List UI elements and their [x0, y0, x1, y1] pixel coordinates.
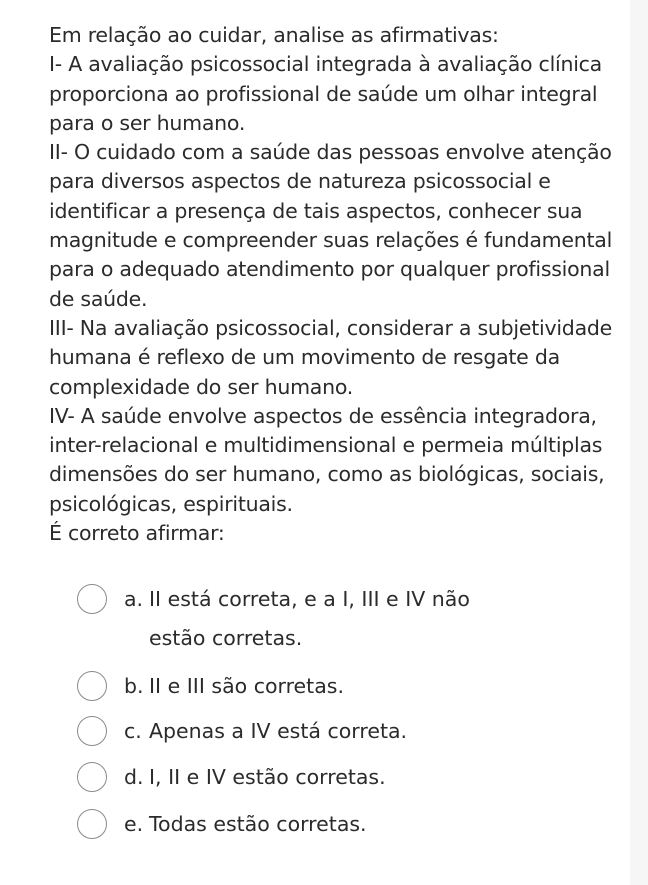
- option-d-text: I, II e IV estão corretas.: [149, 764, 386, 789]
- radio-button-a[interactable]: [77, 584, 107, 614]
- option-e-text: Todas estão corretas.: [149, 811, 367, 836]
- radio-button-e[interactable]: [77, 809, 107, 839]
- option-b-letter: b.: [124, 674, 144, 698]
- question-intro: Em relação ao cuidar, analise as afirmativas:: [49, 23, 499, 47]
- statement-ii: II- O cuidado com a saúde das pessoas envolve atenção para diversos aspectos de natureza psicossocial e identificar a presença de tais aspectos, conhecer sua magnitude e compreender suas relações é fundamental para o adequado atendimento por qualquer profissional de saúde.: [49, 140, 613, 311]
- option-c[interactable]: [77, 716, 527, 750]
- option-e-letter: e.: [124, 812, 144, 836]
- option-e[interactable]: [77, 809, 527, 843]
- option-b[interactable]: [77, 671, 527, 705]
- question-prompt: É correto afirmar:: [49, 521, 225, 546]
- option-d[interactable]: [77, 762, 527, 796]
- option-a-text: II está correta, e a I, III e IV não estão corretas.: [149, 586, 470, 650]
- option-b-text: II e III são corretas.: [149, 673, 344, 698]
- option-d-letter: d.: [124, 765, 144, 789]
- statement-i: I- A avaliação psicossocial integrada à avaliação clínica proporciona ao profissional de saúde um olhar integral para o ser humano.: [49, 52, 602, 135]
- option-a-letter: a.: [124, 587, 144, 611]
- statement-iv: IV- A saúde envolve aspectos de essência integradora, inter-relacional e multidimensional e permeia múltiplas dimensões do ser humano, como as biológicas, sociais, psicológicas, espirituais.: [49, 403, 605, 516]
- question-text: [49, 21, 624, 548]
- option-c-letter: c.: [124, 719, 142, 743]
- option-a[interactable]: [77, 584, 527, 664]
- radio-button-d[interactable]: [77, 762, 107, 792]
- radio-button-b[interactable]: [77, 671, 107, 701]
- radio-button-c[interactable]: [77, 716, 107, 746]
- right-scroll-strip: [630, 0, 648, 885]
- option-c-text: Apenas a IV está correta.: [149, 718, 408, 743]
- statement-iii: III- Na avaliação psicossocial, considerar a subjetividade humana é reflexo de um movimento de resgate da complexidade do ser humano.: [49, 315, 613, 399]
